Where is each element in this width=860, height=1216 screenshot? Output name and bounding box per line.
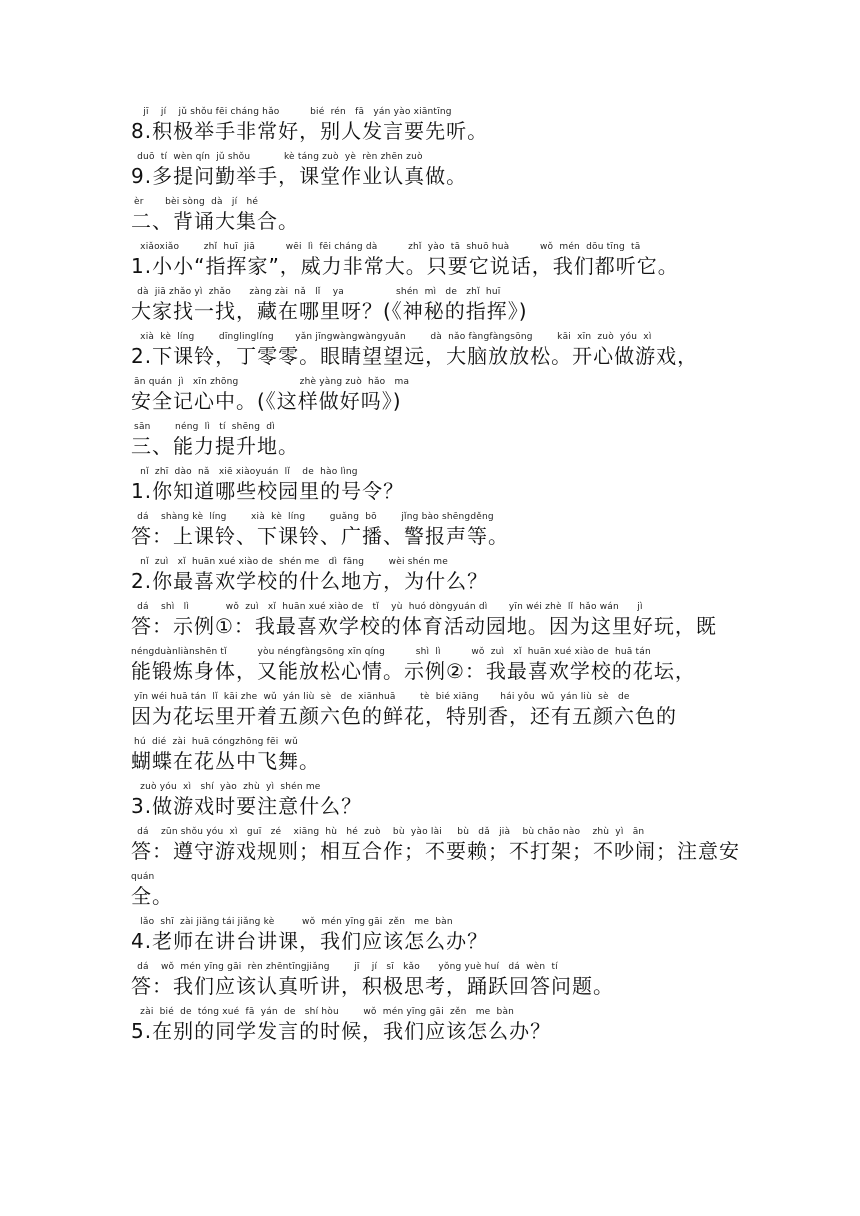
pinyin-annotation: nǐ zhī dào nǎ xiē xiàoyuán lǐ de hào lìng <box>131 467 358 477</box>
pinyin-annotation: lǎo shī zài jiǎng tái jiǎng kè wǒ mén yīng gāi zěn me bàn <box>131 917 453 927</box>
pinyin-annotation: xiǎoxiǎo zhǐ huī jiā wēi lì fēi cháng dà zhǐ yào tā shuō huà wǒ mén dōu tīng tā <box>131 242 641 252</box>
text-line <box>131 152 751 196</box>
pinyin-annotation: zuò yóu xì shí yào zhù yì shén me <box>131 782 321 792</box>
question-line <box>131 782 751 826</box>
question-line <box>131 917 751 961</box>
section-heading <box>131 197 751 241</box>
hanzi-text: 全。 <box>131 884 173 908</box>
hanzi-text: 4.老师在讲台讲课，我们应该怎么办？ <box>131 929 489 953</box>
question-line <box>131 557 751 601</box>
pinyin-annotation: yīn wéi huā tán lǐ kāi zhe wǔ yán liù sè de xiānhuā tè bié xiāng hái yǒu wǔ yán liù sè de <box>131 692 630 702</box>
pinyin-annotation: dá wǒ mén yīng gāi rèn zhēntīngjiǎng jī jí sī kǎo yǒng yuè huí dá wèn tí <box>131 962 558 972</box>
pinyin-annotation: hú dié zài huā cóngzhōng fēi wǔ <box>131 737 298 747</box>
answer-line <box>131 737 751 781</box>
hanzi-text: 蝴蝶在花丛中飞舞。 <box>131 749 320 773</box>
pinyin-annotation: duō tí wèn qín jǔ shǒu kè táng zuò yè rèn zhēn zuò <box>131 152 423 162</box>
pinyin-annotation: jī jí jǔ shǒu fēi cháng hǎo bié rén fā yán yào xiāntīng <box>131 107 452 117</box>
pinyin-annotation: xià kè líng dīnglinglíng yǎn jīngwàngwàngyuǎn dà nǎo fàngfàngsōng kāi xīn zuò yóu xì <box>131 332 652 342</box>
hanzi-text: 8.积极举手非常好，别人发言要先听。 <box>131 119 489 143</box>
hanzi-text: 答：遵守游戏规则；相互合作；不要赖；不打架；不吵闹；注意安 <box>131 839 740 863</box>
pinyin-annotation: néngduànliànshēn tǐ yòu néngfàngsōng xīn qíng shì lì wǒ zuì xǐ huān xué xiào de huā tán <box>131 647 651 657</box>
text-line <box>131 287 751 331</box>
hanzi-text: 因为花坛里开着五颜六色的鲜花，特别香，还有五颜六色的 <box>131 704 677 728</box>
answer-line <box>131 512 751 556</box>
pinyin-annotation: zài bié de tóng xué fā yán de shí hòu wǒ mén yīng gāi zěn me bàn <box>131 1007 515 1017</box>
answer-line <box>131 692 751 736</box>
hanzi-text: 三、能力提升地。 <box>131 434 299 458</box>
hanzi-text: 1.小小“指挥家”，威力非常大。只要它说话，我们都听它。 <box>131 254 679 278</box>
hanzi-text: 二、背诵大集合。 <box>131 209 299 233</box>
answer-line <box>131 647 751 691</box>
pinyin-annotation: nǐ zuì xǐ huān xué xiào de shén me dì fāng wèi shén me <box>131 557 448 567</box>
hanzi-text: 1.你知道哪些校园里的号令？ <box>131 479 405 503</box>
pinyin-annotation: èr bèi sòng dà jí hé <box>131 197 259 207</box>
hanzi-text: 9.多提问勤举手，课堂作业认真做。 <box>131 164 468 188</box>
question-line <box>131 467 751 511</box>
hanzi-text: 能锻炼身体，又能放松心情。示例②：我最喜欢学校的花坛， <box>131 659 696 683</box>
hanzi-text: 安全记心中。(《这样做好吗》) <box>131 389 402 413</box>
pinyin-annotation: dà jiā zhǎo yì zhǎo zàng zài nǎ lǐ ya shén mì de zhǐ huī <box>131 287 501 297</box>
hanzi-text: 3.做游戏时要注意什么？ <box>131 794 363 818</box>
text-line <box>131 377 751 421</box>
hanzi-text: 2.下课铃，丁零零。眼睛望望远，大脑放放松。开心做游戏， <box>131 344 699 368</box>
pinyin-annotation: ān quán jì xīn zhōng zhè yàng zuò hǎo ma <box>131 377 410 387</box>
section-heading <box>131 422 751 466</box>
answer-line <box>131 827 751 871</box>
text-line <box>131 242 751 286</box>
question-line <box>131 1007 751 1051</box>
pinyin-annotation: sān néng lì tí shēng dì <box>131 422 275 432</box>
pinyin-annotation: quán <box>131 872 155 882</box>
answer-line <box>131 872 751 916</box>
answer-line <box>131 602 751 646</box>
pinyin-annotation: dá shì lì wǒ zuì xǐ huān xué xiào de tǐ yù huó dòngyuán dì yīn wéi zhè lǐ hǎo wán jì <box>131 602 643 612</box>
hanzi-text: 大家找一找，藏在哪里呀？(《神秘的指挥》) <box>131 299 528 323</box>
text-line <box>131 107 751 151</box>
pinyin-annotation: dá zūn shǒu yóu xì guī zé xiāng hù hé zuò bù yào lài bù dǎ jià bù chǎo nào zhù yì ān <box>131 827 645 837</box>
answer-line <box>131 962 751 1006</box>
hanzi-text: 2.你最喜欢学校的什么地方，为什么？ <box>131 569 489 593</box>
pinyin-annotation: dá shàng kè líng xià kè líng guǎng bō jǐng bào shēngděng <box>131 512 494 522</box>
hanzi-text: 答：我们应该认真听讲，积极思考，踊跃回答问题。 <box>131 974 614 998</box>
hanzi-text: 答：上课铃、下课铃、广播、警报声等。 <box>131 524 509 548</box>
text-line <box>131 332 751 376</box>
hanzi-text: 答：示例①：我最喜欢学校的体育活动园地。因为这里好玩，既 <box>131 614 717 638</box>
hanzi-text: 5.在别的同学发言的时候，我们应该怎么办？ <box>131 1019 552 1043</box>
